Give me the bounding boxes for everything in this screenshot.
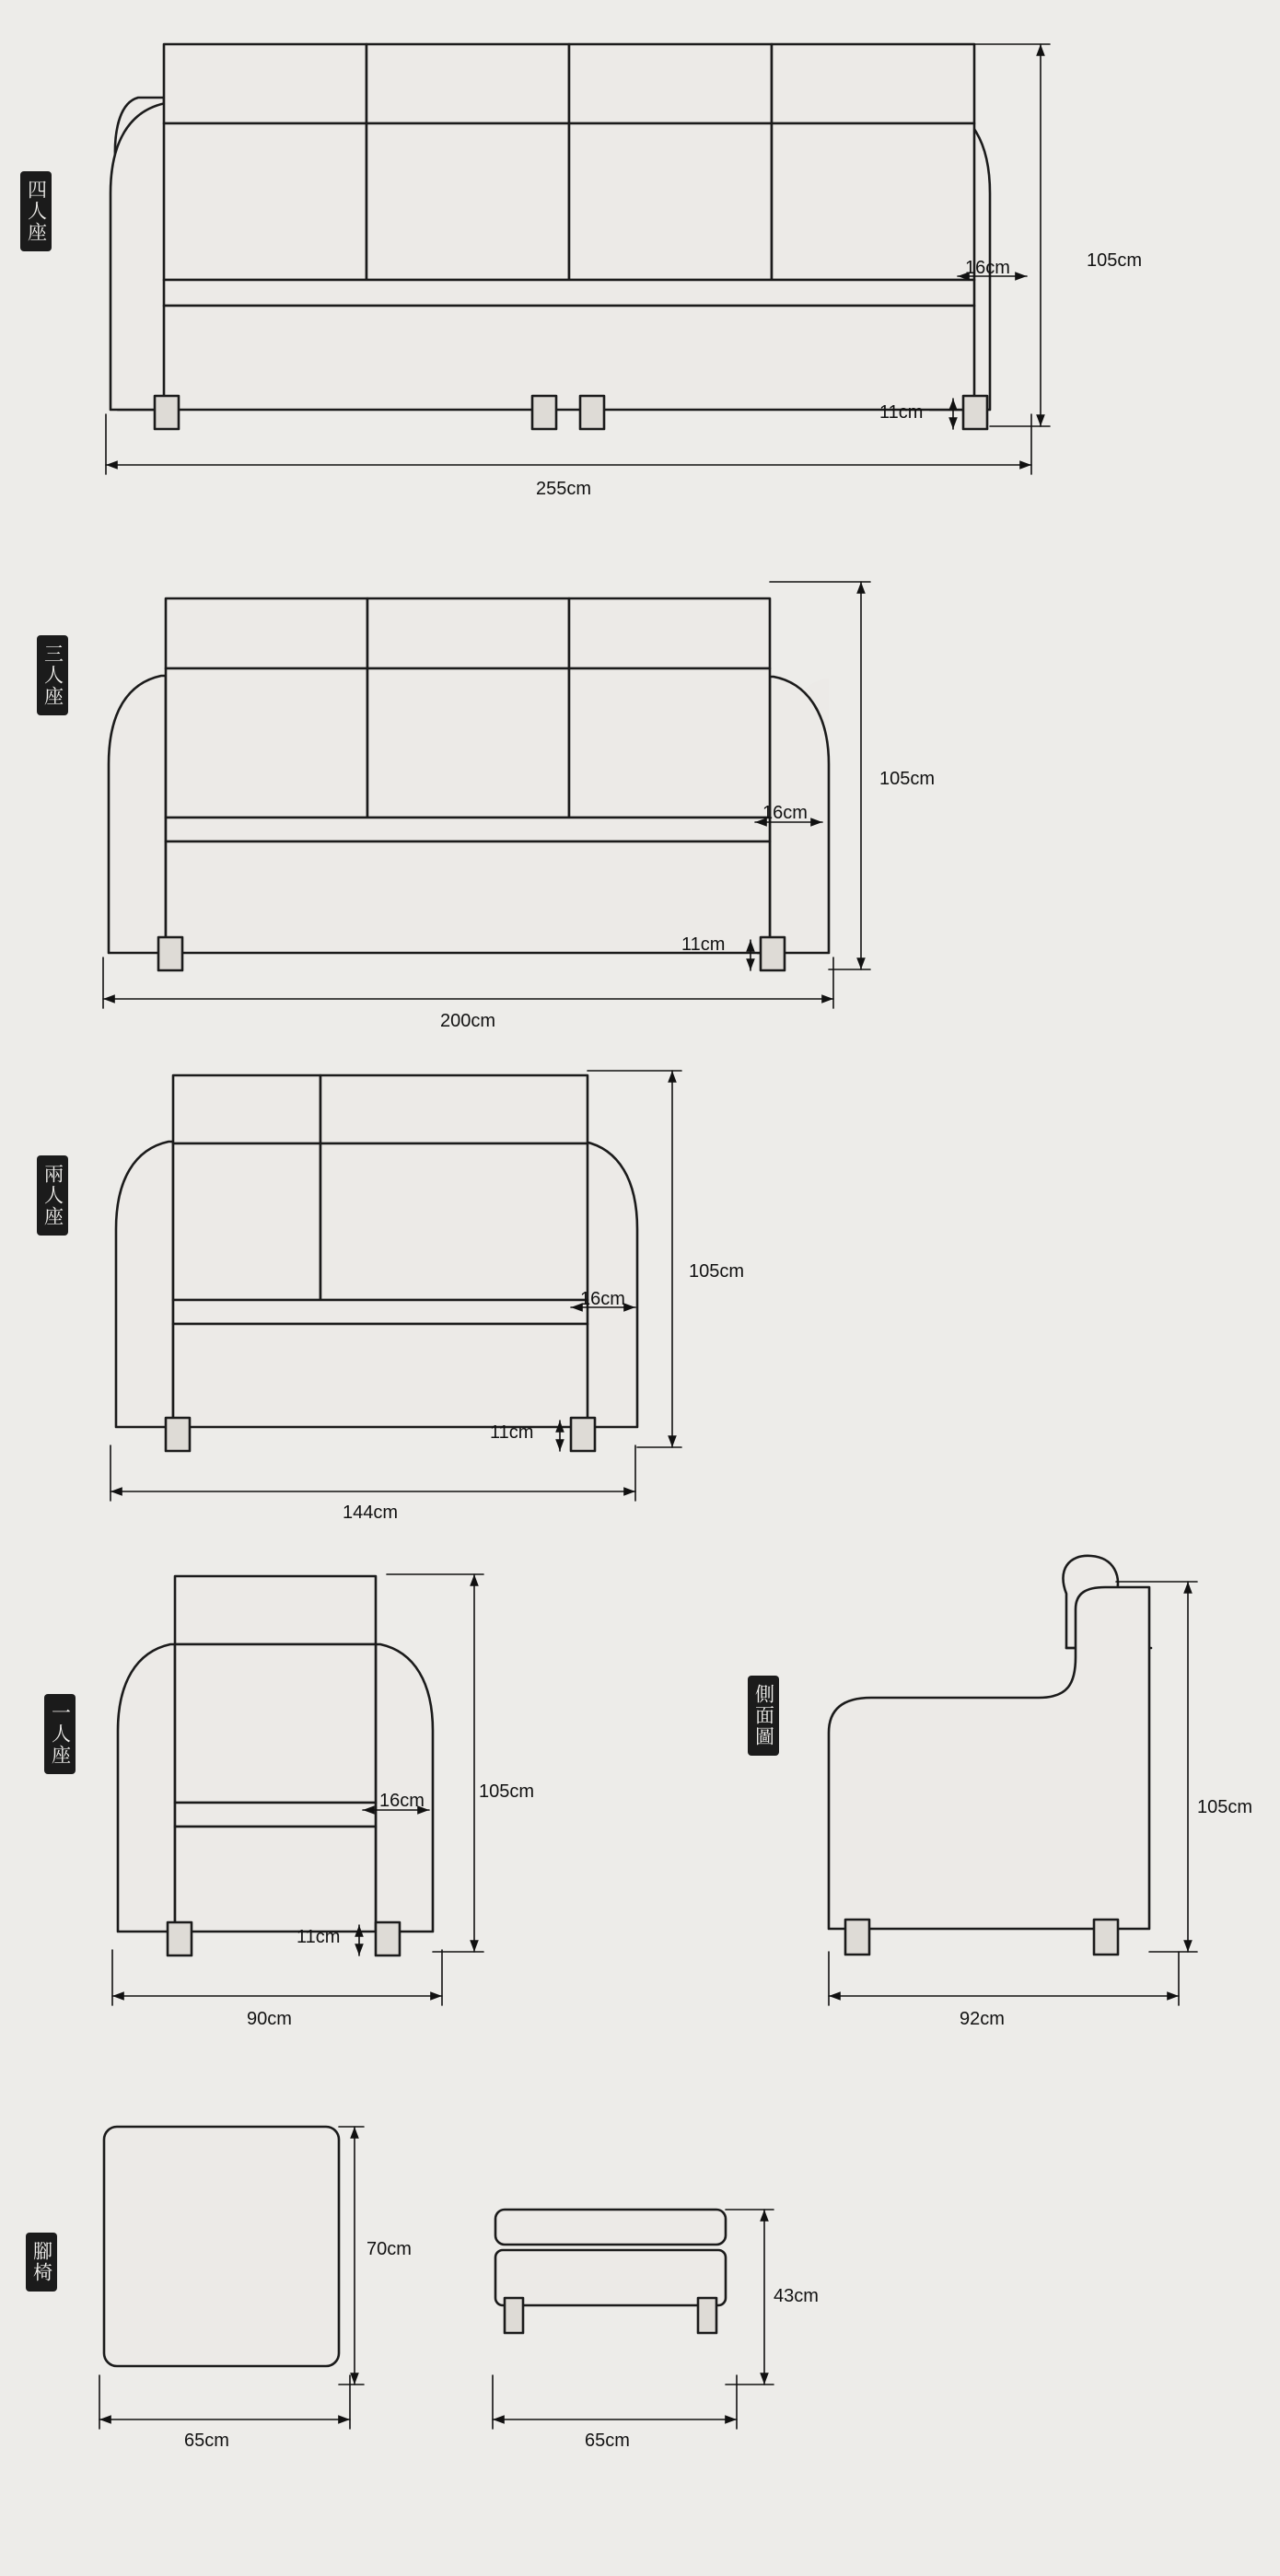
label-ottoman: 腳椅 <box>26 2233 57 2292</box>
dim-two-seater-arm: 16cm <box>580 1289 625 1309</box>
three-seater-drawing <box>109 598 829 970</box>
dim-ottoman-top-depth: 70cm <box>367 2239 412 2259</box>
dim-ottoman-front-width: 65cm <box>585 2431 630 2451</box>
two-seater-drawing <box>116 1075 637 1451</box>
dim-three-seater-arm: 16cm <box>762 803 808 823</box>
label-three-seater: 三人座 <box>37 635 68 715</box>
label-one-seater: 一人座 <box>44 1694 76 1774</box>
dim-one-seater-leg: 11cm <box>297 1927 341 1947</box>
ottoman-front-drawing <box>495 2210 726 2333</box>
dim-three-seater-width: 200cm <box>440 1011 496 1031</box>
dim-ottoman-top-width: 65cm <box>184 2431 229 2451</box>
dim-one-seater-width: 90cm <box>247 2009 292 2029</box>
one-seater-drawing <box>118 1576 433 1955</box>
dim-one-seater-height: 105cm <box>479 1781 535 1802</box>
ottoman-top-drawing <box>104 2127 339 2366</box>
label-four-seater: 四人座 <box>20 171 52 251</box>
dim-three-seater-leg: 11cm <box>681 934 726 955</box>
dim-two-seater-leg: 11cm <box>490 1422 534 1443</box>
dim-two-seater-width: 144cm <box>343 1503 399 1523</box>
dim-four-seater-leg: 11cm <box>879 402 924 423</box>
dim-two-seater-height: 105cm <box>689 1261 745 1282</box>
dim-four-seater-arm: 16cm <box>965 258 1010 278</box>
dim-side-view-depth: 92cm <box>960 2009 1005 2029</box>
side-view-drawing <box>829 1556 1151 1955</box>
dim-four-seater-width: 255cm <box>536 479 592 499</box>
label-side-view: 側面圖 <box>748 1676 779 1756</box>
four-seater-drawing <box>111 44 990 429</box>
dim-four-seater-height: 105cm <box>1087 250 1143 271</box>
dim-side-view-height: 105cm <box>1197 1797 1253 1817</box>
dim-one-seater-arm: 16cm <box>379 1791 425 1811</box>
dim-three-seater-height: 105cm <box>879 769 936 789</box>
label-two-seater: 兩人座 <box>37 1155 68 1236</box>
dim-ottoman-front-height: 43cm <box>774 2286 819 2306</box>
